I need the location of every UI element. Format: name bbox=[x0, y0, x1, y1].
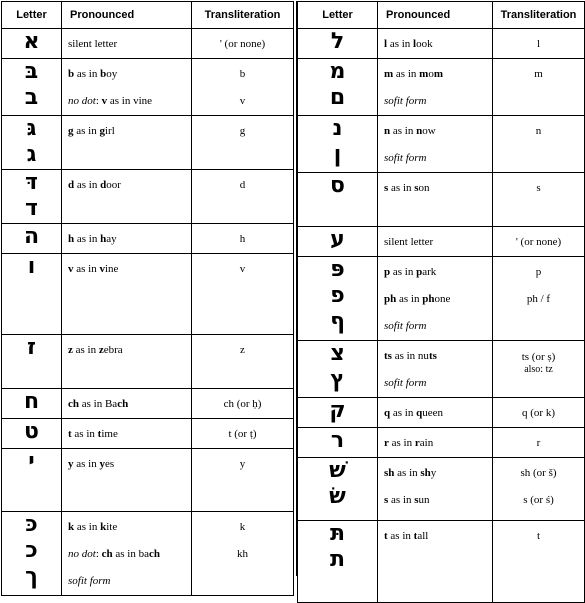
pron-sound: s bbox=[414, 182, 419, 194]
pronunciation-line bbox=[68, 118, 188, 145]
pron-sound: g bbox=[68, 125, 74, 137]
letter-cell-kaf bbox=[2, 512, 62, 596]
letter-row-dalet bbox=[2, 170, 294, 224]
pron-sound: ts bbox=[428, 350, 437, 362]
hebrew-letter-alef: א bbox=[23, 29, 40, 54]
hebrew-letter-resh: ר bbox=[330, 428, 345, 453]
transliteration-value: k bbox=[239, 521, 246, 533]
transliteration-cell-bet bbox=[192, 59, 294, 116]
pronunciation-cell-dalet bbox=[62, 170, 192, 224]
pron-text: as in bbox=[71, 428, 98, 440]
letter-cell-he bbox=[2, 224, 62, 254]
hebrew-letter-nun: ן bbox=[333, 142, 342, 167]
transliteration-value: b bbox=[239, 68, 246, 80]
pron-text: un bbox=[418, 494, 430, 506]
hebrew-letter-yod: י bbox=[28, 449, 35, 474]
pronunciation-line bbox=[68, 421, 188, 448]
no-dot-label: no dot bbox=[68, 95, 96, 107]
pron-sound: n bbox=[416, 125, 423, 137]
transliteration-value: r bbox=[536, 437, 541, 449]
transliteration-value: z bbox=[240, 344, 245, 356]
letter-cell-dalet bbox=[2, 170, 62, 224]
pron-sound: n bbox=[384, 125, 391, 137]
hebrew-letter-shin: שׂ bbox=[329, 484, 346, 509]
pronunciation-line bbox=[384, 400, 489, 427]
transliteration-value: g bbox=[239, 125, 246, 137]
pronunciation-cell-alef bbox=[62, 29, 192, 59]
pron-text: y bbox=[430, 467, 437, 479]
pronunciation-line bbox=[384, 118, 489, 145]
transliteration-cell-gimel bbox=[192, 116, 294, 170]
pronounced-header: Pronounced bbox=[62, 2, 192, 29]
hebrew-letter-lamed: ל bbox=[330, 29, 345, 54]
pron-sound: ch bbox=[148, 548, 160, 560]
pronunciation-line bbox=[68, 31, 188, 58]
pronunciation-cell-samech bbox=[378, 173, 493, 227]
pronunciation-cell-chet bbox=[62, 389, 192, 419]
pron-text: ime bbox=[101, 428, 118, 440]
pron-sound: d bbox=[68, 179, 75, 191]
pronunciation-line bbox=[384, 175, 489, 202]
letter-header: Letter bbox=[2, 2, 62, 29]
letter-row-samech bbox=[298, 173, 585, 227]
transliteration-value: kh bbox=[237, 548, 248, 560]
pronunciation-line bbox=[68, 568, 188, 595]
transliteration-value: v bbox=[239, 263, 246, 275]
pron-text: : bbox=[95, 548, 102, 560]
pronunciation-line bbox=[68, 172, 188, 199]
pronunciation-line bbox=[384, 343, 489, 370]
pron-sound: ph bbox=[422, 293, 435, 305]
pronunciation-line bbox=[68, 391, 188, 418]
pronunciation-line bbox=[384, 370, 489, 397]
letter-row-pe bbox=[298, 257, 585, 341]
transliteration-value: q (or k) bbox=[522, 407, 555, 419]
pron-sound: s bbox=[384, 494, 389, 506]
pron-sound: s bbox=[414, 494, 419, 506]
hebrew-letter-tet: ט bbox=[24, 419, 39, 444]
letter-row-ayin bbox=[298, 227, 585, 257]
hebrew-letter-zayin: ז bbox=[27, 335, 36, 360]
pron-sound: z bbox=[98, 344, 104, 356]
pron-sound: ph bbox=[384, 293, 397, 305]
pron-sound: l bbox=[413, 38, 417, 50]
pron-text: oy bbox=[106, 68, 118, 80]
letter-row-shin bbox=[298, 458, 585, 521]
pron-text: ebra bbox=[103, 344, 123, 356]
pron-text: as in bbox=[73, 458, 100, 470]
letter-row-tet bbox=[2, 419, 294, 449]
letter-row-yod bbox=[2, 449, 294, 512]
transliteration-value: v bbox=[239, 95, 246, 107]
letter-row-nun bbox=[298, 116, 585, 173]
pron-text: ite bbox=[106, 521, 118, 533]
letter-cell-samech bbox=[298, 173, 378, 227]
pronunciation-cell-kaf bbox=[62, 512, 192, 596]
hebrew-letter-samech: ס bbox=[330, 173, 345, 198]
letter-cell-qof bbox=[298, 398, 378, 428]
hebrew-letter-vav: ו bbox=[27, 254, 36, 279]
pronunciation-cell-qof bbox=[378, 398, 493, 428]
pron-text: as in bbox=[388, 437, 415, 449]
transliteration-value: l bbox=[536, 38, 541, 50]
pron-text: oor bbox=[106, 179, 121, 191]
letter-cell-pe bbox=[298, 257, 378, 341]
transliteration-value: ' (or none) bbox=[219, 38, 266, 50]
transliteration-value: d bbox=[239, 179, 246, 191]
letter-cell-zayin bbox=[2, 335, 62, 389]
pron-sound: ch bbox=[68, 398, 79, 410]
no-dot-label: no dot bbox=[68, 548, 96, 560]
pron-sound: q bbox=[384, 407, 391, 419]
pronunciation-line bbox=[384, 523, 489, 550]
letter-row-qof bbox=[298, 398, 585, 428]
pronunciation-line bbox=[384, 61, 489, 88]
transliteration-value: m bbox=[534, 68, 543, 80]
pron-sound: m bbox=[384, 68, 394, 80]
pron-sound: b bbox=[100, 68, 107, 80]
pronunciation-cell-bet bbox=[62, 59, 192, 116]
pron-sound: t bbox=[413, 530, 418, 542]
pron-text: as in bbox=[74, 68, 101, 80]
transliteration-header: Transliteration bbox=[192, 2, 294, 29]
pron-text: as in bbox=[390, 125, 417, 137]
pron-text: es bbox=[104, 458, 115, 470]
pron-sound: m bbox=[433, 68, 443, 80]
pron-sound: b bbox=[68, 68, 75, 80]
sofit-form-label: sofit form bbox=[68, 575, 111, 587]
transliteration-cell-he bbox=[192, 224, 294, 254]
pron-sound: v bbox=[99, 263, 105, 275]
pron-text: ueen bbox=[422, 407, 443, 419]
pron-sound: y bbox=[68, 458, 74, 470]
hebrew-letter-he: ה bbox=[23, 224, 40, 249]
pronunciation-line bbox=[384, 487, 489, 514]
pronunciation-cell-he bbox=[62, 224, 192, 254]
transliteration-value: s bbox=[536, 182, 541, 194]
transliteration-value: t (or ṭ) bbox=[228, 428, 257, 440]
pron-sound: ch bbox=[101, 548, 113, 560]
transliteration-cell-kaf bbox=[192, 512, 294, 596]
pronunciation-cell-vav bbox=[62, 254, 192, 335]
transliteration-cell-shin bbox=[493, 458, 585, 521]
transliteration-cell-ayin bbox=[493, 227, 585, 257]
letter-cell-gimel bbox=[2, 116, 62, 170]
pron-text: one bbox=[434, 293, 451, 305]
pron-text: as in nu bbox=[391, 350, 429, 362]
pron-sound: d bbox=[100, 179, 107, 191]
pron-sound: r bbox=[414, 437, 420, 449]
hebrew-letter-kaf: ך bbox=[25, 564, 38, 589]
letter-row-he bbox=[2, 224, 294, 254]
sofit-form-label: sofit form bbox=[384, 320, 427, 332]
pron-sound: h bbox=[68, 233, 75, 245]
letter-row-tav bbox=[298, 521, 585, 603]
transliteration-cell-zayin bbox=[192, 335, 294, 389]
pronunciation-line bbox=[68, 514, 188, 541]
pron-sound: ts bbox=[384, 350, 392, 362]
pron-sound: sh bbox=[420, 467, 431, 479]
left-table-body bbox=[2, 29, 294, 596]
hebrew-letter-kaf: כּ bbox=[25, 512, 38, 537]
hebrew-letter-bet: בּ bbox=[24, 59, 39, 84]
pron-sound: s bbox=[384, 182, 389, 194]
letter-row-bet bbox=[2, 59, 294, 116]
pronunciation-line bbox=[384, 286, 489, 313]
transliteration-cell-tav bbox=[493, 521, 585, 603]
letter-cell-tsade bbox=[298, 341, 378, 398]
transliteration-cell-tsade bbox=[493, 341, 585, 398]
pronunciation-line bbox=[384, 430, 489, 457]
pron-text: as in bbox=[390, 266, 417, 278]
letter-row-chet bbox=[2, 389, 294, 419]
transliteration-alt: also: tz bbox=[524, 364, 553, 375]
transliteration-header: Transliteration bbox=[493, 2, 585, 29]
pronunciation-cell-tet bbox=[62, 419, 192, 449]
pron-text: ine bbox=[104, 263, 119, 275]
pronunciation-line bbox=[384, 460, 489, 487]
pronunciation-line bbox=[384, 259, 489, 286]
letter-row-gimel bbox=[2, 116, 294, 170]
pron-sound: t bbox=[97, 428, 102, 440]
pronunciation-cell-yod bbox=[62, 449, 192, 512]
letter-row-vav bbox=[2, 254, 294, 335]
pronunciation-line bbox=[384, 229, 489, 256]
letter-cell-lamed bbox=[298, 29, 378, 59]
hebrew-letter-tav: ת bbox=[329, 547, 346, 572]
pron-sound: v bbox=[68, 263, 74, 275]
pron-text: as in bbox=[390, 407, 417, 419]
letter-cell-tet bbox=[2, 419, 62, 449]
letter-row-lamed bbox=[298, 29, 585, 59]
pron-text: irl bbox=[104, 125, 115, 137]
letter-row-zayin bbox=[2, 335, 294, 389]
letter-cell-yod bbox=[2, 449, 62, 512]
transliteration-value: ch (or ḥ) bbox=[223, 398, 262, 410]
letter-cell-resh bbox=[298, 428, 378, 458]
pron-sound: v bbox=[101, 95, 108, 107]
transliteration-value: s (or ś) bbox=[523, 494, 554, 506]
transliteration-cell-yod bbox=[192, 449, 294, 512]
letter-cell-chet bbox=[2, 389, 62, 419]
hebrew-letter-bet: ב bbox=[24, 85, 39, 110]
hebrew-letter-pe: ף bbox=[330, 309, 345, 334]
pron-text: as in Ba bbox=[79, 398, 118, 410]
letter-cell-ayin bbox=[298, 227, 378, 257]
pron-text: as in bbox=[73, 263, 100, 275]
pronunciation-cell-resh bbox=[378, 428, 493, 458]
hebrew-letter-gimel: גּ bbox=[26, 116, 37, 141]
hebrew-letter-pe: פ bbox=[330, 283, 345, 308]
pron-text: as in ba bbox=[112, 548, 149, 560]
pron-text: as in bbox=[388, 494, 415, 506]
pronunciation-line bbox=[384, 313, 489, 340]
right-table-body bbox=[298, 29, 585, 603]
pron-text: as in bbox=[74, 179, 101, 191]
sofit-form-label: sofit form bbox=[384, 377, 427, 389]
letter-cell-shin bbox=[298, 458, 378, 521]
letter-cell-bet bbox=[2, 59, 62, 116]
pronunciation-line bbox=[384, 88, 489, 115]
pron-text: o bbox=[428, 68, 434, 80]
pron-text: silent letter bbox=[68, 38, 118, 50]
transliteration-cell-tet bbox=[192, 419, 294, 449]
pron-text: as in bbox=[388, 182, 415, 194]
pron-text: as in bbox=[73, 125, 100, 137]
pron-sound: y bbox=[99, 458, 105, 470]
pron-sound: p bbox=[416, 266, 423, 278]
letter-row-resh bbox=[298, 428, 585, 458]
pron-sound: k bbox=[68, 521, 75, 533]
alphabet-chart bbox=[1, 1, 584, 589]
transliteration-cell-pe bbox=[493, 257, 585, 341]
transliteration-value: h bbox=[239, 233, 246, 245]
letter-row-alef bbox=[2, 29, 294, 59]
transliteration-cell-samech bbox=[493, 173, 585, 227]
hebrew-letter-tav: תּ bbox=[329, 521, 346, 546]
pron-text: as in bbox=[74, 233, 101, 245]
pron-text: as in bbox=[393, 68, 420, 80]
hebrew-letter-tsade: ץ bbox=[330, 367, 345, 392]
pronunciation-line bbox=[68, 541, 188, 568]
transliteration-cell-lamed bbox=[493, 29, 585, 59]
hebrew-letter-gimel: ג bbox=[26, 142, 37, 167]
pronunciation-cell-shin bbox=[378, 458, 493, 521]
pron-text: : bbox=[95, 95, 102, 107]
pron-text: as in bbox=[72, 344, 99, 356]
hebrew-letter-shin: שׁ bbox=[329, 458, 346, 483]
hebrew-letter-dalet: ד bbox=[25, 196, 38, 221]
transliteration-cell-alef bbox=[192, 29, 294, 59]
pron-sound: z bbox=[68, 344, 73, 356]
pronunciation-cell-ayin bbox=[378, 227, 493, 257]
pron-text: ay bbox=[106, 233, 117, 245]
hebrew-letter-mem: ם bbox=[329, 85, 346, 110]
pronounced-header: Pronounced bbox=[378, 2, 493, 29]
pronunciation-cell-zayin bbox=[62, 335, 192, 389]
pronunciation-line bbox=[68, 61, 188, 88]
pron-text: as in bbox=[396, 293, 423, 305]
pron-sound: l bbox=[384, 38, 388, 50]
letter-cell-nun bbox=[298, 116, 378, 173]
pron-text: as in bbox=[74, 521, 101, 533]
pron-text: ook bbox=[416, 38, 433, 50]
transliteration-value: ' (or none) bbox=[515, 236, 562, 248]
pronunciation-cell-gimel bbox=[62, 116, 192, 170]
letter-cell-alef bbox=[2, 29, 62, 59]
hebrew-letter-nun: נ bbox=[332, 116, 343, 141]
pron-text: ark bbox=[422, 266, 437, 278]
pron-sound: ch bbox=[117, 398, 129, 410]
right-table bbox=[297, 1, 585, 603]
pron-text: ow bbox=[422, 125, 436, 137]
letter-row-tsade bbox=[298, 341, 585, 398]
pron-sound: sh bbox=[384, 467, 395, 479]
hebrew-letter-dalet: דּ bbox=[25, 170, 38, 195]
pron-text: silent letter bbox=[384, 236, 434, 248]
hebrew-letter-ayin: ע bbox=[330, 227, 345, 252]
transliteration-value: ts (or ṣ) bbox=[521, 351, 556, 363]
pronunciation-line bbox=[68, 451, 188, 478]
transliteration-cell-resh bbox=[493, 428, 585, 458]
transliteration-value: t bbox=[536, 530, 541, 542]
pronunciation-line bbox=[68, 226, 188, 253]
pron-sound: g bbox=[99, 125, 105, 137]
transliteration-cell-vav bbox=[192, 254, 294, 335]
hebrew-letter-pe: פּ bbox=[330, 257, 345, 282]
pron-text: as in bbox=[387, 38, 414, 50]
pronunciation-cell-nun bbox=[378, 116, 493, 173]
hebrew-letter-mem: מ bbox=[329, 59, 346, 84]
hebrew-letter-chet: ח bbox=[23, 389, 40, 414]
pronunciation-line bbox=[384, 31, 489, 58]
transliteration-value: ph / f bbox=[526, 293, 551, 305]
letter-cell-mem bbox=[298, 59, 378, 116]
pron-sound: p bbox=[384, 266, 391, 278]
pronunciation-line bbox=[68, 256, 188, 283]
transliteration-value: p bbox=[535, 266, 542, 278]
transliteration-value: sh (or š) bbox=[520, 467, 557, 479]
hebrew-letter-kaf: כ bbox=[25, 538, 38, 563]
pron-text: as in bbox=[394, 467, 421, 479]
sofit-form-label: sofit form bbox=[384, 152, 427, 164]
transliteration-cell-dalet bbox=[192, 170, 294, 224]
pron-text: all bbox=[417, 530, 429, 542]
pron-text: on bbox=[418, 182, 430, 194]
pron-sound: t bbox=[68, 428, 72, 440]
sofit-form-label: sofit form bbox=[384, 95, 427, 107]
letter-row-mem bbox=[298, 59, 585, 116]
letter-cell-vav bbox=[2, 254, 62, 335]
pron-sound: t bbox=[384, 530, 388, 542]
hebrew-letter-qof: ק bbox=[329, 398, 346, 423]
pron-sound: k bbox=[100, 521, 107, 533]
transliteration-cell-mem bbox=[493, 59, 585, 116]
pron-sound: r bbox=[384, 437, 389, 449]
pron-sound: h bbox=[100, 233, 107, 245]
transliteration-value: n bbox=[535, 125, 542, 137]
pron-sound: m bbox=[419, 68, 429, 80]
transliteration-cell-qof bbox=[493, 398, 585, 428]
pronunciation-cell-mem bbox=[378, 59, 493, 116]
pronunciation-cell-lamed bbox=[378, 29, 493, 59]
pron-text: as in vine bbox=[107, 95, 153, 107]
transliteration-value: y bbox=[239, 458, 246, 470]
pronunciation-line bbox=[384, 145, 489, 172]
pronunciation-line bbox=[68, 337, 188, 364]
letter-header: Letter bbox=[298, 2, 378, 29]
left-table bbox=[1, 1, 294, 596]
letter-cell-tav bbox=[298, 521, 378, 603]
pronunciation-cell-pe bbox=[378, 257, 493, 341]
hebrew-letter-tsade: צ bbox=[330, 341, 345, 366]
pron-text: ain bbox=[419, 437, 434, 449]
pron-text: as in bbox=[387, 530, 414, 542]
pron-sound: q bbox=[416, 407, 423, 419]
transliteration-cell-chet bbox=[192, 389, 294, 419]
pronunciation-cell-tav bbox=[378, 521, 493, 603]
pronunciation-cell-tsade bbox=[378, 341, 493, 398]
pronunciation-line bbox=[68, 88, 188, 115]
letter-row-kaf bbox=[2, 512, 294, 596]
transliteration-cell-nun bbox=[493, 116, 585, 173]
